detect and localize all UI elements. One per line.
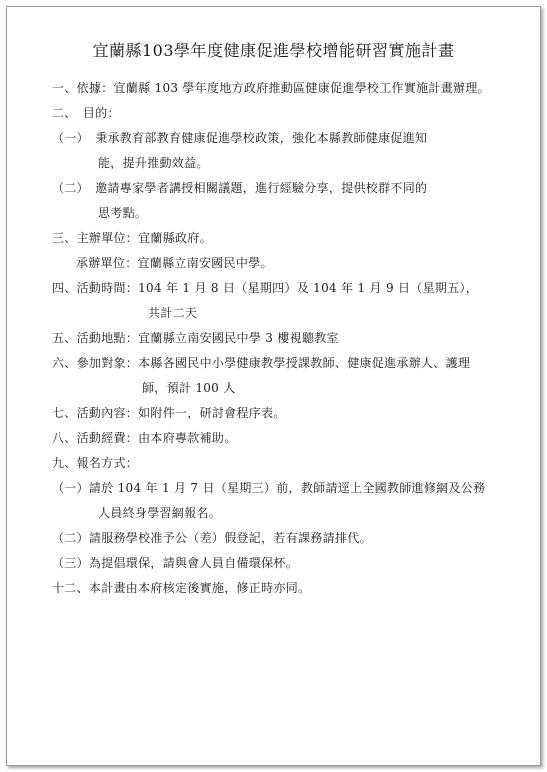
section-4-time: 四、活動時間：104 年 1 月 8 日（星期四）及 104 年 1 月 9 日（星期五）， bbox=[52, 281, 479, 295]
section-8-funding: 八、活動經費：由本府專款補助。 bbox=[52, 431, 237, 445]
registration-2: （二）請服務學校准予公（差）假登記，若有課務請排代。 bbox=[52, 531, 372, 545]
registration-1-line-2: 人員終身學習網報名。 bbox=[98, 506, 222, 520]
section-2-heading: 二、 目的： bbox=[52, 106, 120, 120]
registration-1-line-1: （一）請於 104 年 1 月 7 日（星期三）前，教師請逕上全國教師進修網及公務 bbox=[52, 481, 486, 495]
purpose-2-line-1: （二） 邀請專家學者講授相關議題，進行經驗分享，提供校群不同的 bbox=[52, 181, 428, 195]
section-3-organizer: 三、主辦單位：宜蘭縣政府。 bbox=[52, 231, 212, 245]
section-9-heading: 九、報名方式： bbox=[52, 456, 139, 470]
section-5-location: 五、活動地點：宜蘭縣立南安國民中學 3 樓視聽教室 bbox=[52, 331, 339, 345]
document-page bbox=[6, 6, 541, 766]
section-6-participants-line-2: 師，預計 100 人 bbox=[142, 381, 236, 395]
section-12-approval: 十二、本計畫由本府核定後實施，修正時亦同。 bbox=[52, 581, 311, 595]
section-1-basis: 一、依據：宜蘭縣 103 學年度地方政府推動區健康促進學校工作實施計畫辦理。 bbox=[52, 81, 490, 95]
section-7-content: 七、活動內容：如附件一，研討會程序表。 bbox=[52, 406, 286, 420]
section-4-duration: 共計二天 bbox=[148, 306, 198, 320]
purpose-2-line-2: 思考點。 bbox=[98, 206, 148, 220]
co-organizer: 承辦單位：宜蘭縣立南安國民中學。 bbox=[76, 256, 273, 270]
registration-3: （三）為提倡環保，請與會人員自備環保杯。 bbox=[52, 556, 299, 570]
purpose-1-line-2: 能，提升推動效益。 bbox=[98, 156, 209, 170]
purpose-1-line-1: （一） 秉承教育部教育健康促進學校政策，強化本縣教師健康促進知 bbox=[52, 131, 428, 145]
document-title: 宜蘭縣103學年度健康促進學校增能研習實施計畫 bbox=[92, 41, 455, 60]
section-6-participants-line-1: 六、參加對象：本縣各國民中小學健康教學授課教師、健康促進承辦人、護理 bbox=[52, 356, 471, 370]
